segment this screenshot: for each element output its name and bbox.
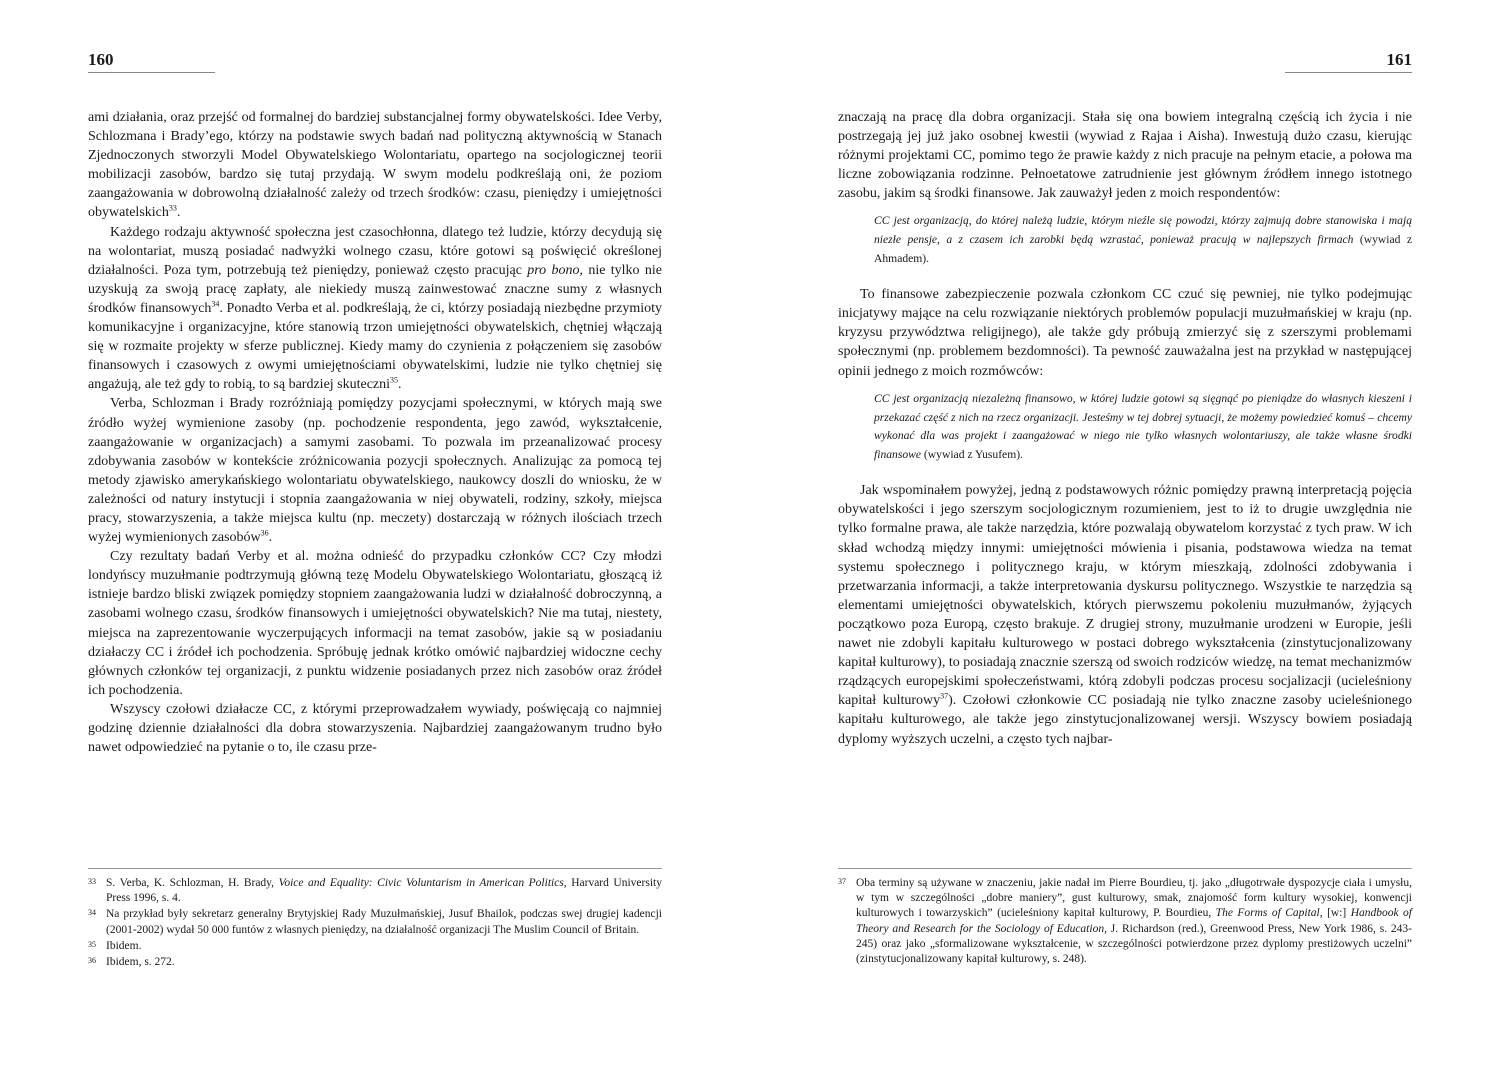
page-body xyxy=(88,108,662,757)
page-number: 160 xyxy=(88,50,114,69)
footnote xyxy=(88,939,662,954)
footnote-number: 35 xyxy=(88,939,96,949)
body-paragraph: znaczają na pracę dla dobra organizacji. Stała się ona bowiem integralną częścią ich życia i nie postrzegają jej już jako osobnej kwestii (wywiad z Rajaa i Aisha). Inwestują dużo czasu, kierując różnymi projektami CC, pomimo tego że prawie każdy z nich pracuje na pełnym etacie, a połowa ma liczne zobowiązania rodzinne. Pełnoetatowe zatrudnienie jest głównym źródłem innego istotnego zasobu, jakim są środki finansowe. Jak zauważył jeden z moich respondentów: xyxy=(838,110,1412,202)
body-paragraph: Wszyscy czołowi działacze CC, z którymi przeprowadzałem wywiady, poświęcają co najmniej godzinę dziennie działalności dla dobra stowarzyszenia. Najbardziej zaangażowanym trudno było nawet odpowiedzieć na pytanie o to, ile czasu prze- xyxy=(88,701,662,756)
footnote-text: Ibidem. xyxy=(106,939,142,952)
footnote-number: 37 xyxy=(838,877,846,886)
body-paragraph: ami działania, oraz przejść od formalnej do bardziej substancjalnej formy obywatelskości. Idee Verby, Schlozmana i Brady’ego, którzy na podstawie swych badań nad polityczną aktywnością w Stanach Zjednoczonych stworzyli Model Obywatelskiego Wolontariatu, opartego na socjologicznej teorii mobilizacji zasobów, bardzo się tutaj przydają. W swym modelu podkreślają oni, że poziom zaangażowania w dobrowolną działalność zależy od trzech środków: czasu, pieniędzy i umiejętności obywatelskich$^{33}$. xyxy=(88,110,662,221)
footnote-text: Oba terminy są używane w znaczeniu, jakie nadał im Pierre Bourdieu, tj. jako „długotrwałe dyspozycje ciała i umysłu, w tym w szczególności „dobre maniery”, gust kulturowy, smak, znajomość form kultury wysokiej, konwencji kulturowych i towarzyskich” (ucieleśniony kapitał kulturowy, P. Bourdieu, The Forms of Capital, [w:] Handbook of Theory and Research for the Sociology of Education, J. Richardson (red.), Greenwood Press, New York 1986, s. 243-245) oraz jako „sformalizowane wykształcenie, w szczególności potwierdzone przez dyplomy prestiżowych uczelni” (zinstytucjonalizowany kapitał kulturowy, s. 248). xyxy=(856,877,1413,966)
body-paragraph: To finansowe zabezpieczenie pozwala członkom CC czuć się pewniej, nie tylko podejmując inicjatywy mające na celu rozwiązanie niektórych problemów populacji muzułmańskiej w kraju (np. kryzysu przywództwa religijnego), ale także gdy próbują zmierzyć się z szerszymi problemami społecznymi (np. problemem bezdomności). Ta pewność zauważalna jest na przykład w następującej opinii jednego z moich rozmówców: xyxy=(838,287,1412,379)
page-body xyxy=(838,108,1412,749)
left-page xyxy=(88,0,662,1072)
footnote-text: Ibidem, s. 272. xyxy=(106,956,175,969)
header-rule xyxy=(88,72,215,73)
page-number: 161 xyxy=(1386,50,1412,69)
body-paragraph: Jak wspominałem powyżej, jedną z podstawowych różnic pomiędzy prawną interpretacją pojęcia obywatelskości i jego szerszym socjologicznym rozumieniem, jest to iż to drugie uwzględnia nie tylko formalne prawa, ale także narzędzia, które pozwalają obywatelom korzystać z tych praw. W ich skład wchodzą między innymi: umiejętności mówienia i pisania, podstawowa wiedza na temat systemu społecznego i politycznego kraju, w którym mieszkają, zdolności zdobywania i przetwarzania informacji, a także interpretowania dyskursu politycznego. Wszystkie te narzędzia są elementami umiejętności obywatelskich, których pierwszemu pokoleniu muzułmanów, żyjących początkowo poza Europą, często brakuje. Z drugiej strony, muzułmanie urodzeni w Europie, jeśli nawet nie zdobyli kapitału kulturowego w postaci dobrego wykształcenia (zinstytucjonalizowany kapitał kulturowy), to posiadają znacznie szerszą od swoich rodziców wiedzę, na temat mechanizmów rządzących europejskimi społeczeństwami, którą zdobyli podczas procesu socjalizacji (ucieleśniony kapitał kulturowy$^{37}$). Czołowi członkowie CC posiadają nie tylko znaczne zasoby ucieleśnionego kapitału kulturowego, ale także jego zinstytucjonalizowanej wersji. Wszyscy bowiem posiadają dyplomy wyższych uczelni, a często tych najbar- xyxy=(838,483,1412,747)
block-quote: CC jest organizacją, do której należą ludzie, którym nieźle się powodzi, którzy zajmują dobre stanowiska i mają niezłe pensje, a z czasem ich zarobki będą wzrastać, ponieważ pracują w najlepszych firmach (wywiad z Ahmadem). xyxy=(874,214,1412,266)
footnote-rule xyxy=(88,868,662,869)
header-rule xyxy=(1285,72,1412,73)
footnote xyxy=(88,955,662,970)
body-paragraph: Każdego rodzaju aktywność społeczna jest czasochłonna, dlatego też ludzie, którzy decydują się na wolontariat, muszą posiadać nadwyżki wolnego czasu, które gotowi są poświęcić określonej działalności. Poza tym, potrzebują też pieniędzy, ponieważ często pracując pro bono, nie tylko nie uzyskują za swoją pracę zapłaty, ale niekiedy muszą zainwestować znaczne sumy z własnych środków finansowych$^{34}$. Ponadto Verba et al. podkreślają, że ci, którzy posiadają niezbędne przymioty komunikacyjne i organizacyjne, które stanowią trzon umiejętności obywatelskich, chętniej włączają się w rozmaite projekty w sferze publicznej. Kiedy mamy do czynienia z połączeniem się zasobów finansowych i czasowych z owymi umiejętnościami obywatelskimi, ludzie nie tylko chętniej się angażują, ale też gdy to robią, to są bardziej skuteczni$^{35}$. xyxy=(88,224,662,393)
footnote-number: 34 xyxy=(88,908,96,918)
footnote-number: 36 xyxy=(88,956,96,966)
footnote-rule xyxy=(838,868,1412,869)
right-page xyxy=(838,0,1412,1072)
footnote xyxy=(88,907,662,937)
footnote xyxy=(88,876,662,906)
footnote-text: S. Verba, K. Schlozman, H. Brady, Voice and Equality: Civic Voluntarism in American Politics, Harvard University Press 1996, s. 4. xyxy=(106,877,662,905)
footnotes xyxy=(88,876,662,971)
footnote-number: 33 xyxy=(88,877,96,886)
footnote-text: Na przykład były sekretarz generalny Brytyjskiej Rady Muzułmańskiej, Jusuf Bhailok, podczas swej drugiej kadencji (2001-2002) wydał 50 000 funtów z własnych pieniędzy, na działalność organizacji The Muslim Council of Britain. xyxy=(106,908,662,936)
footnote xyxy=(838,876,1412,967)
body-paragraph: Czy rezultaty badań Verby et al. można odnieść do przypadku członków CC? Czy młodzi londyńscy muzułmanie podtrzymują główną tezę Modelu Obywatelskiego Wolontariatu, głoszącą iż istnieje bardzo bliski związek pomiędzy stopniem zaangażowania ludzi w działalność dobroczynną, a zasobami wolnego czasu, środków finansowych i umiejętności obywatelskich? Nie ma tutaj, niestety, miejsca na zaprezentowanie wyczerpujących informacji na temat zasobów, jakie są w posiadaniu działaczy CC i źródeł ich pochodzenia. Spróbuję jednak krótko omówić najbardziej widoczne cechy głównych członków tej organizacji, z punktu widzenie posiadanych przez nich zasobów oraz źródeł ich pochodzenia. xyxy=(88,549,662,698)
block-quote: CC jest organizacją niezależną finansowo, w której ludzie gotowi są sięgnąć po pieniądze do własnych kieszeni i przekazać część z nich na rzecz organizacji. Jesteśmy w tej dobrej sytuacji, że możemy powiedzieć komuś – chcemy wykonać dla was projekt i zaangażować w niego nie tylko własnych wolontariuszy, ale także własne środki finansowe (wywiad z Yusufem). xyxy=(874,391,1412,462)
body-paragraph: Verba, Schlozman i Brady rozróżniają pomiędzy pozycjami społecznymi, w których mają swe źródło wyżej wymienione zasoby (np. pochodzenie respondenta, jego zawód, wykształcenie, zaangażowanie w organizacjach) a samymi zasobami. To pozwala im przeanalizować procesy zdobywania zasobów w kontekście zróżnicowania pozycji społecznych. Analizując za pomocą tej metody zjawisko amerykańskiego wolontariatu obywatelskiego, naukowcy doszli do wniosku, że w zależności od natury instytucji i stopnia zaangażowania w niej obywateli, rodziny, szkoły, miejsca pracy, stowarzyszenia, a także miejsca kultu (np. meczety) dostarczają w różnych ilościach trzech wyżej wymienionych zasobów$^{36}$. xyxy=(88,396,662,546)
footnotes xyxy=(838,876,1412,968)
